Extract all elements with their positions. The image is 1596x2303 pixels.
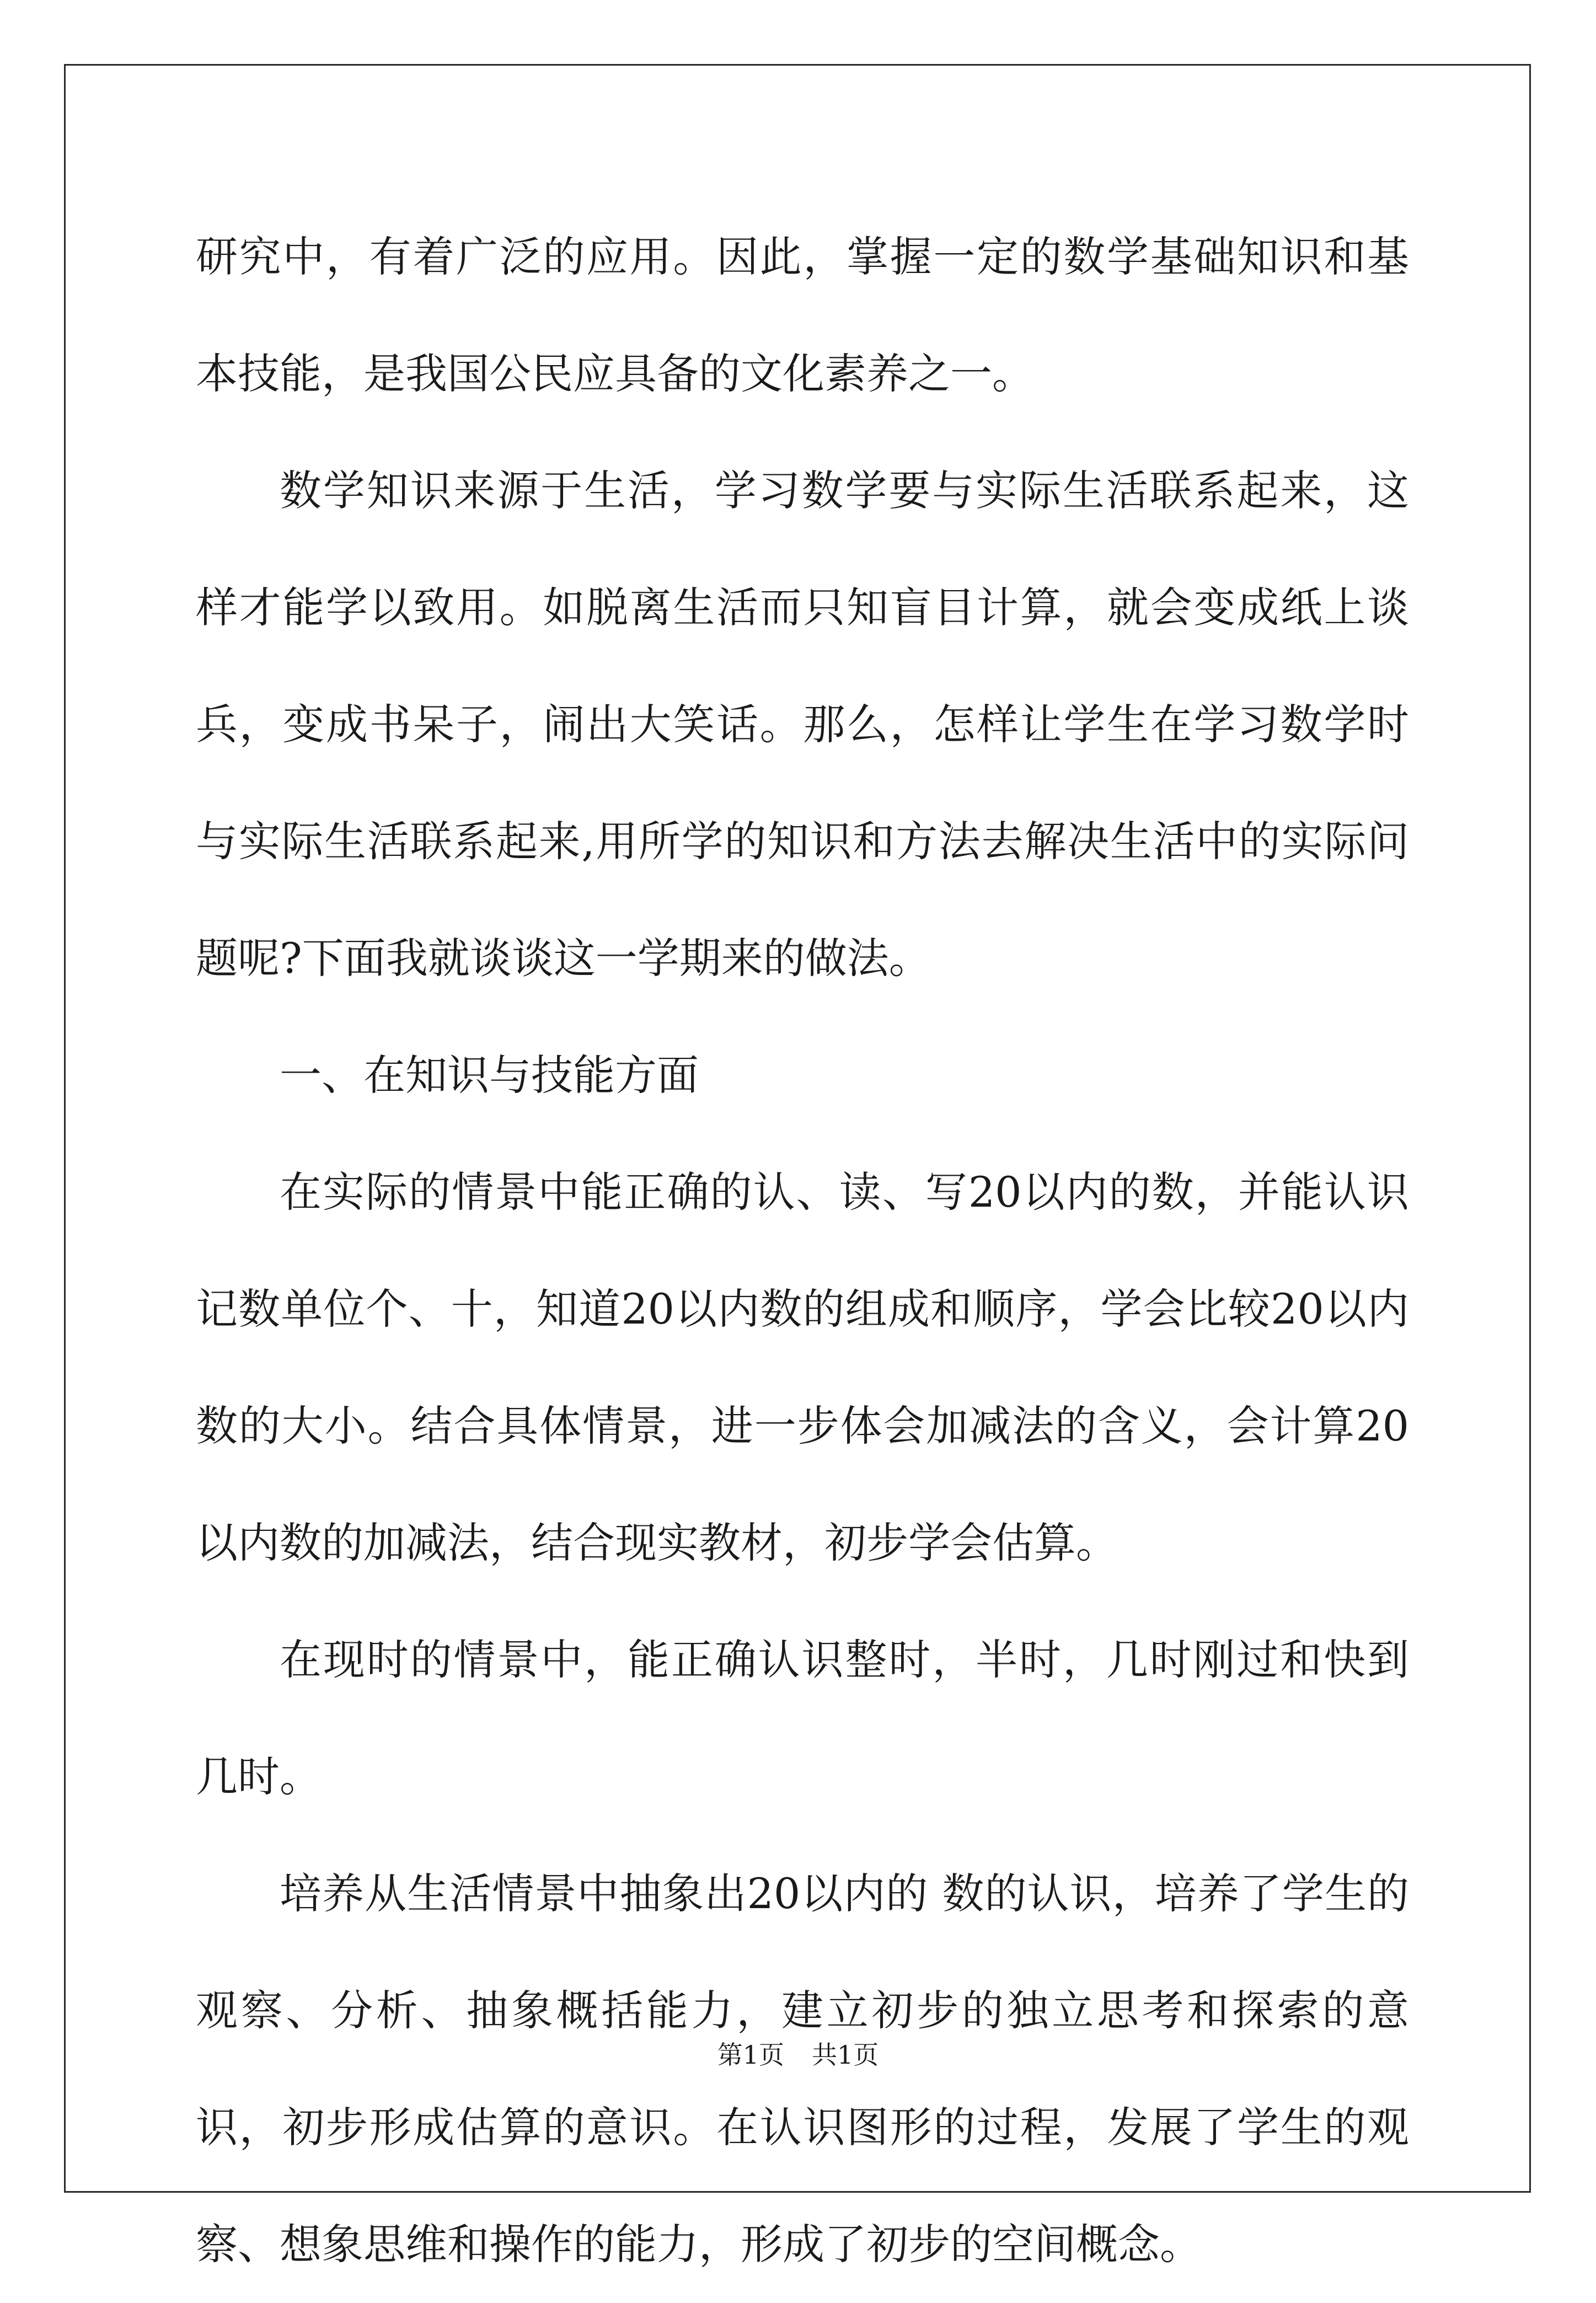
paragraph-3: 在实际的情景中能正确的认、读、写20以内的数，并能认识记数单位个、十，知道20以内数的组成和顺序，学会比较20以内数的大小。结合具体情景，进一步体会加减法的含义，会计算20以内数的加减法，结合现实教材，初步学会估算。 xyxy=(196,1167,1409,1567)
document-body xyxy=(196,199,1409,2303)
page-total: 共1页 xyxy=(812,2040,879,2070)
section-heading: 一、在知识与技能方面 xyxy=(280,1051,699,1100)
page-number: 第1页 xyxy=(717,2040,784,2070)
page-footer xyxy=(0,2035,1596,2071)
paragraph-1: 研究中，有着广泛的应用。因此，掌握一定的数学基础知识和基本技能，是我国公民应具备的文化素养之一。 xyxy=(196,232,1409,398)
paragraph-2: 数学知识来源于生活，学习数学要与实际生活联系起来，这样才能学以致用。如脱离生活而只知盲目计算，就会变成纸上谈兵，变成书呆子，闹出大笑话。那么，怎样让学生在学习数学时与实际生活联系起来,用所学的知识和方法去解决生活中的实际问题呢?下面我就谈谈这一学期来的做法。 xyxy=(196,466,1409,983)
paragraph-4: 在现时的情景中，能正确认识整时，半时，几时刚过和快到几时。 xyxy=(196,1635,1409,1801)
paragraph-5: 培养从生活情景中抽象出20以内的 数的认识，培养了学生的观察、分析、抽象概括能力，建立初步的独立思考和探索的意识，初步形成估算的意识。在认识图形的过程，发展了学生的观察、想象思维和操作的能力，形成了初步的空间概念。 xyxy=(196,1869,1409,2269)
